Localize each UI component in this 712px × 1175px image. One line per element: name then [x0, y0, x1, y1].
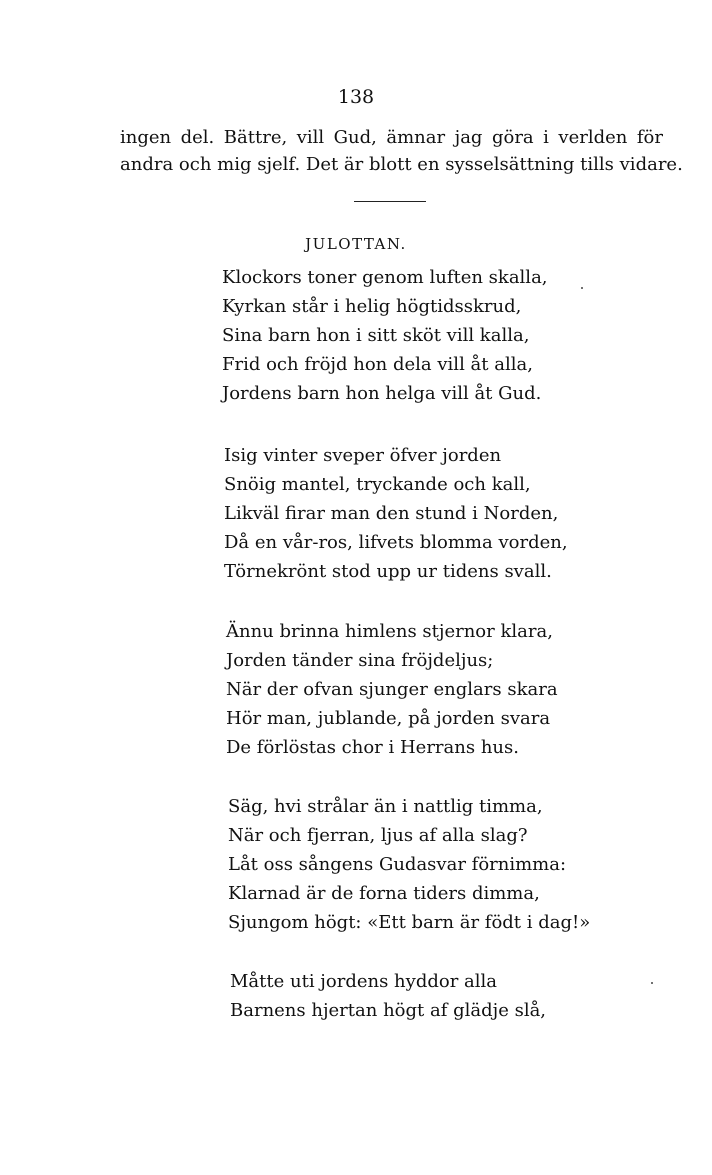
verse-line: Törnekrönt stod upp ur tidens svall. — [224, 561, 552, 582]
page-number: 138 — [337, 86, 375, 108]
poem-title: JULOTTAN. — [305, 235, 407, 253]
prose-paragraph — [120, 124, 683, 178]
stanza-2 — [224, 441, 568, 586]
stanza-1 — [222, 263, 548, 408]
verse-line: Likväl firar man den stund i Norden, — [224, 503, 559, 524]
stanza-3 — [226, 617, 558, 762]
verse-line: Då en vår-ros, lifvets blomma vorden, — [224, 532, 568, 553]
verse-line: Isig vinter sveper öfver jorden — [224, 445, 502, 466]
verse-line: När der ofvan sjunger englars skara — [226, 679, 558, 700]
verse-line: Jordens barn hon helga vill åt Gud. — [222, 383, 542, 404]
stanza-5 — [230, 967, 546, 1025]
verse-line: När och fjerran, ljus af alla slag? — [228, 825, 528, 846]
stanza-4 — [228, 792, 590, 937]
prose-line: andra och mig sjelf. Det är blott en sysselsättning tills vidare. — [120, 154, 683, 175]
verse-line: Frid och fröjd hon dela vill åt alla, — [222, 354, 533, 375]
verse-line: Klockors toner genom luften skalla, — [222, 267, 548, 288]
verse-line: Snöig mantel, tryckande och kall, — [224, 474, 531, 495]
print-speck — [651, 982, 653, 984]
verse-line: Ännu brinna himlens stjernor klara, — [226, 621, 553, 642]
prose-line: ingen del. Bättre, vill Gud, ämnar jag göra i verlden för — [120, 127, 663, 148]
verse-line: De förlöstas chor i Herrans hus. — [226, 737, 519, 758]
verse-line: Kyrkan står i helig högtidsskrud, — [222, 296, 522, 317]
print-speck — [581, 287, 583, 289]
verse-line: Måtte uti jordens hyddor alla — [230, 971, 498, 992]
section-divider — [354, 201, 426, 202]
verse-line: Sjungom högt: «Ett barn är födt i dag!» — [228, 912, 591, 933]
verse-line: Klarnad är de forna tiders dimma, — [228, 883, 540, 904]
verse-line: Jorden tänder sina fröjdeljus; — [226, 650, 494, 671]
verse-line: Sina barn hon i sitt sköt vill kalla, — [222, 325, 530, 346]
verse-line: Säg, hvi strålar än i nattlig timma, — [228, 796, 543, 817]
verse-line: Hör man, jublande, på jorden svara — [226, 708, 551, 729]
verse-line: Låt oss sångens Gudasvar förnimma: — [228, 854, 567, 875]
verse-line: Barnens hjertan högt af glädje slå, — [230, 1000, 547, 1021]
